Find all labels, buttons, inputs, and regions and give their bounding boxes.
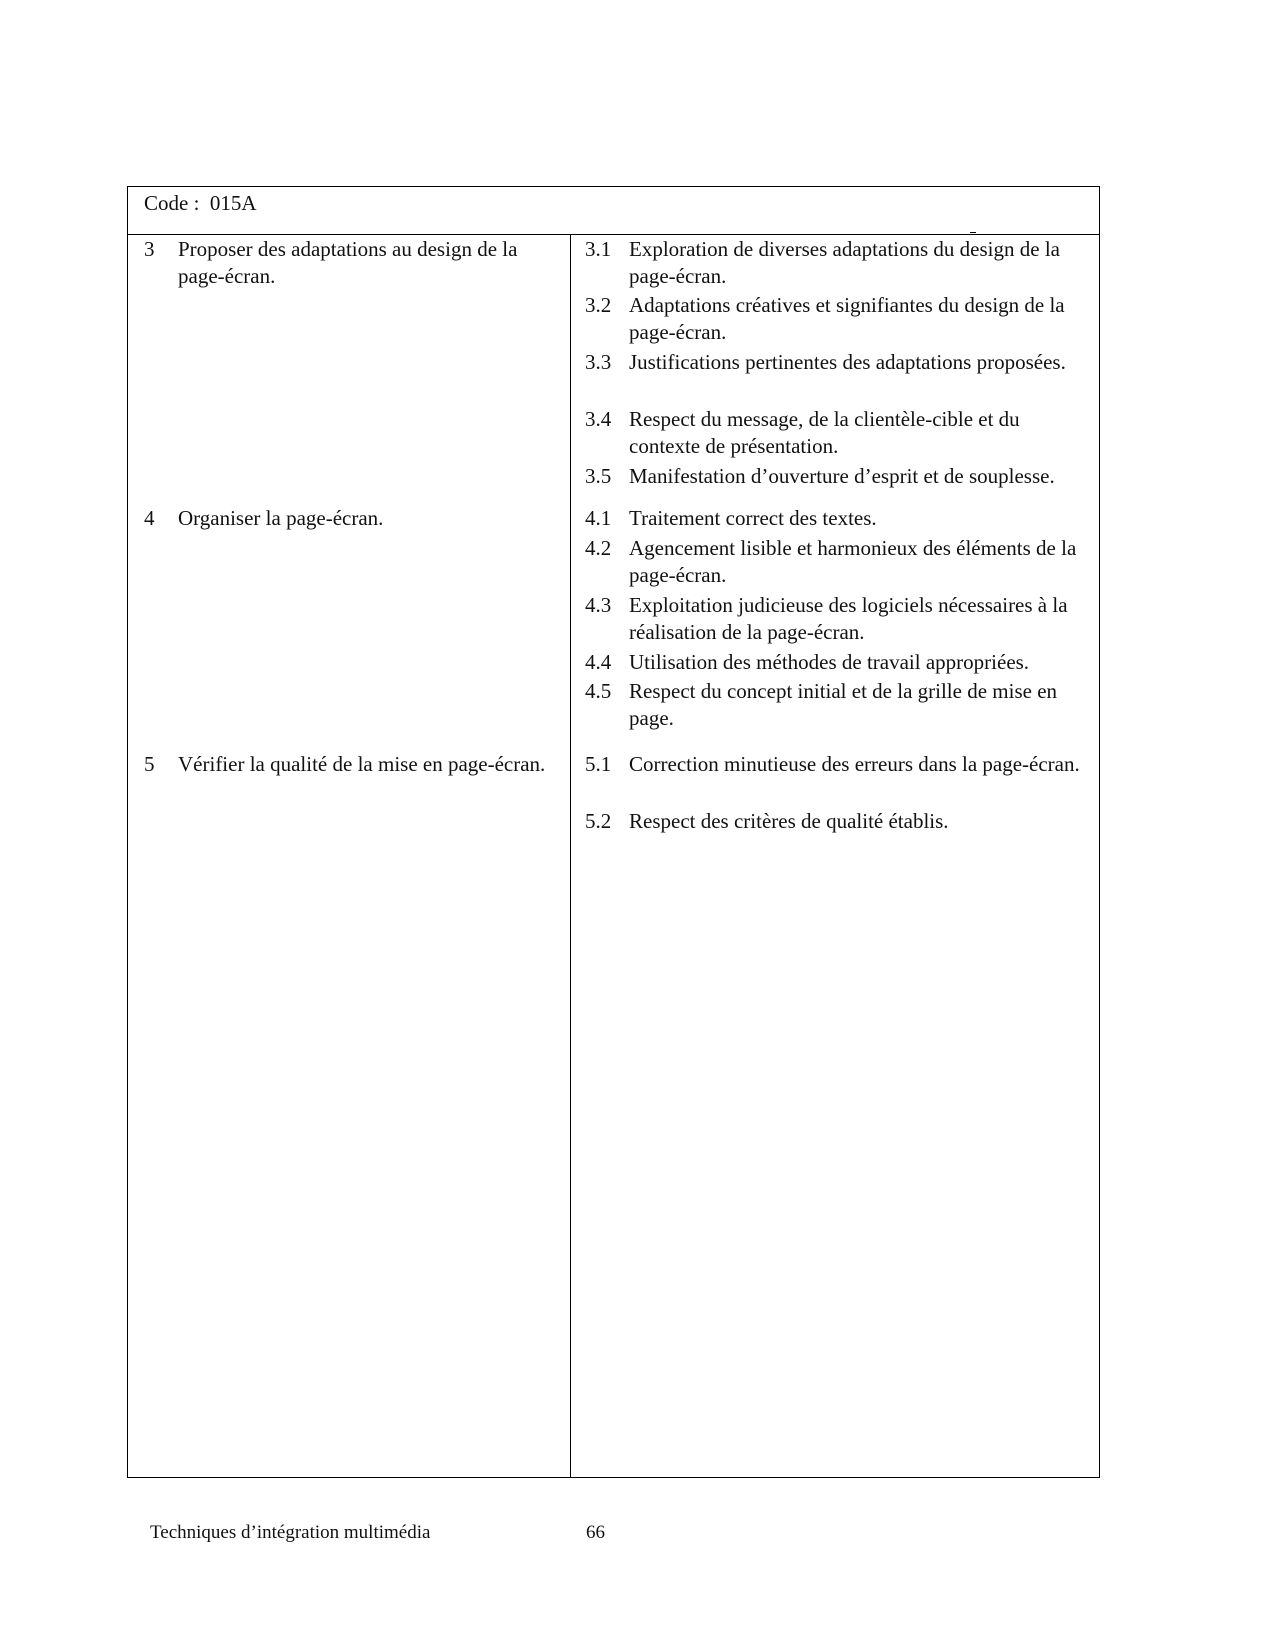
criterion-text: Adaptations créatives et signifiantes du design de la page-écran. bbox=[629, 293, 1065, 344]
code-row-border-extension bbox=[970, 232, 976, 233]
element-text: Proposer des adaptations au design de la page-écran. bbox=[178, 237, 518, 288]
criterion-number: 4.4 bbox=[585, 650, 612, 674]
code-row bbox=[128, 187, 1099, 235]
footer-program-title: Techniques d’intégration multimédia bbox=[150, 1522, 431, 1543]
criterion-text: Respect du message, de la clientèle-cible et du contexte de présentation. bbox=[629, 407, 1020, 458]
criterion-text: Utilisation des méthodes de travail appropriées. bbox=[629, 650, 1030, 674]
criterion-text: Manifestation d’ouverture d’esprit et de souplesse. bbox=[629, 464, 1055, 488]
footer-page-number: 66 bbox=[586, 1522, 605, 1543]
column-divider bbox=[570, 234, 571, 1478]
element-text: Organiser la page-écran. bbox=[178, 506, 384, 530]
competency-table bbox=[127, 186, 1100, 1478]
criterion-number: 5.1 bbox=[585, 752, 612, 776]
criterion-number: 3.2 bbox=[585, 293, 612, 317]
criterion-number: 4.2 bbox=[585, 536, 612, 560]
criterion-number: 4.3 bbox=[585, 593, 612, 617]
element-number: 5 bbox=[144, 752, 155, 776]
criterion-number: 4.1 bbox=[585, 506, 612, 530]
element-number: 3 bbox=[144, 237, 155, 261]
criterion-number: 5.2 bbox=[585, 809, 612, 833]
criterion-number: 3.1 bbox=[585, 237, 612, 261]
criterion-text: Respect des critères de qualité établis. bbox=[629, 809, 949, 833]
criterion-text: Traitement correct des textes. bbox=[629, 506, 877, 530]
criterion-text: Respect du concept initial et de la grille de mise en page. bbox=[629, 679, 1058, 730]
criterion-text: Correction minutieuse des erreurs dans la page-écran. bbox=[629, 752, 1080, 776]
criterion-text: Agencement lisible et harmonieux des éléments de la page-écran. bbox=[629, 536, 1077, 587]
criterion-text: Exploration de diverses adaptations du design de la page-écran. bbox=[629, 237, 1060, 288]
criterion-text: Exploitation judicieuse des logiciels nécessaires à la réalisation de la page-écran. bbox=[629, 593, 1068, 644]
criterion-number: 3.5 bbox=[585, 464, 612, 488]
criterion-text: Justifications pertinentes des adaptations proposées. bbox=[629, 350, 1066, 374]
element-number: 4 bbox=[144, 506, 155, 530]
criterion-number: 4.5 bbox=[585, 679, 612, 703]
criterion-number: 3.4 bbox=[585, 407, 612, 431]
criterion-number: 3.3 bbox=[585, 350, 612, 374]
element-text: Vérifier la qualité de la mise en page-écran. bbox=[178, 752, 546, 776]
code-label: Code : 015A bbox=[144, 191, 257, 215]
